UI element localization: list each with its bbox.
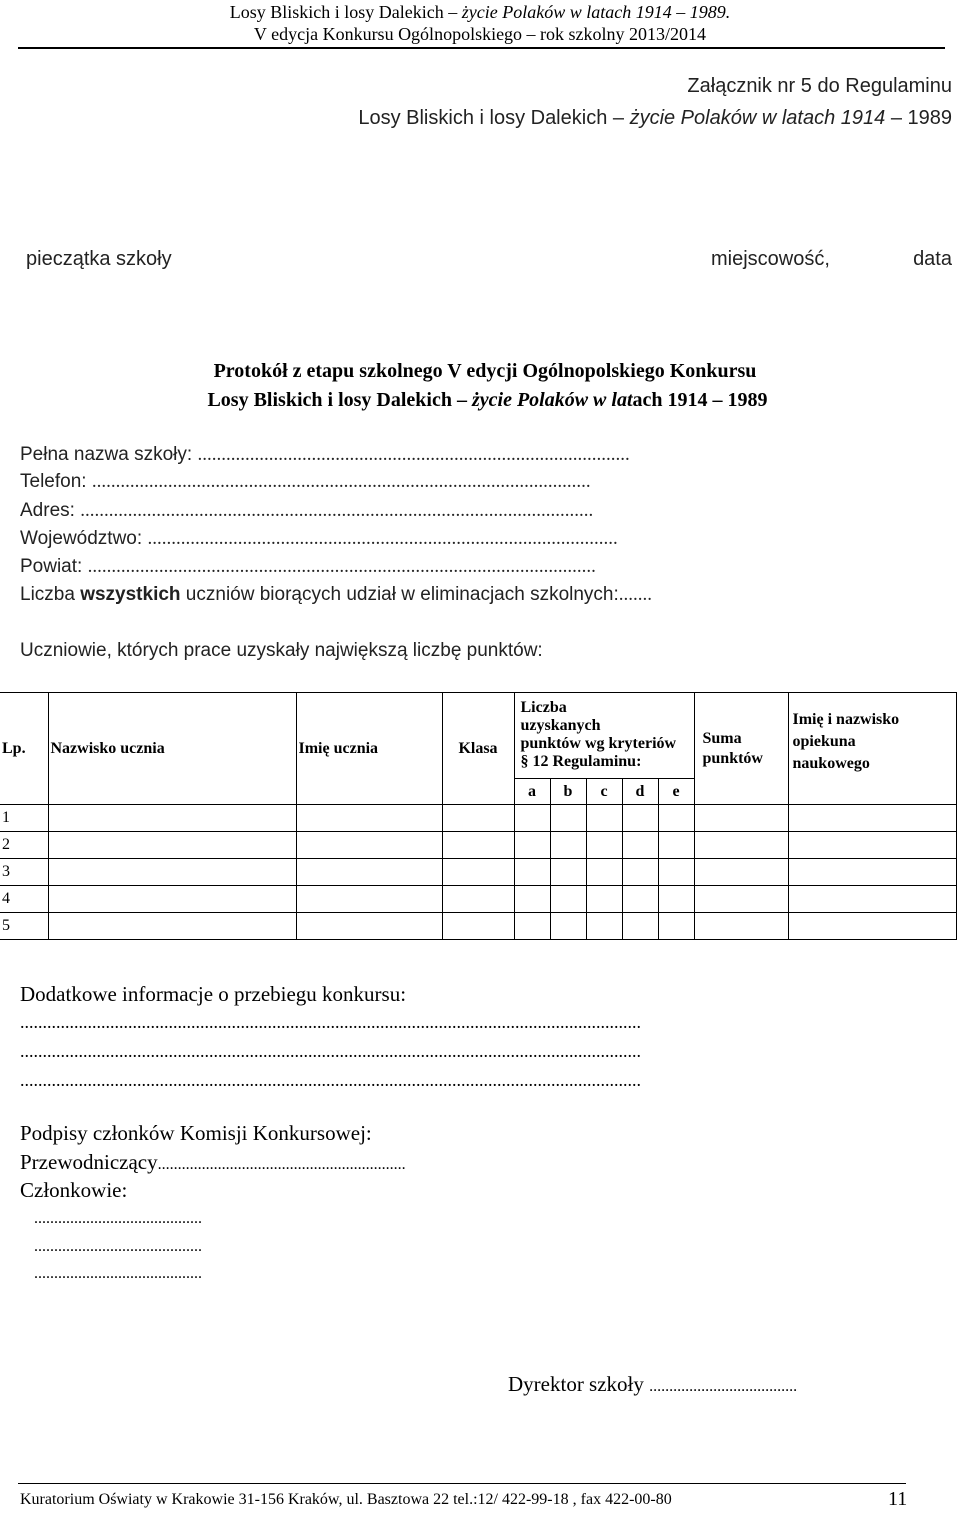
class-cell[interactable] xyxy=(442,832,514,859)
tutor-cell[interactable] xyxy=(788,913,956,940)
score-e-cell[interactable] xyxy=(658,886,694,913)
field-fill-line: ............................................................................................................ xyxy=(80,500,594,521)
score-d-cell[interactable] xyxy=(622,913,658,940)
field-label: Adres: xyxy=(20,500,75,521)
place-label: miejscowość, xyxy=(711,248,830,270)
table-row xyxy=(0,859,956,886)
field-label: Pełna nazwa szkoły: xyxy=(20,444,193,465)
field-phone xyxy=(20,471,591,493)
row-number: 4 xyxy=(0,886,48,913)
protocol-title-line2-c: ach 1914 – 1989 xyxy=(632,389,768,411)
tutor-cell[interactable] xyxy=(788,859,956,886)
signature-line[interactable]: ..................................... xyxy=(649,1378,798,1395)
col-surname-header: Nazwisko ucznia xyxy=(48,693,296,805)
tutor-cell[interactable] xyxy=(788,832,956,859)
name-cell[interactable] xyxy=(296,886,442,913)
col-lp-header: Lp. xyxy=(0,693,48,805)
table-row xyxy=(0,805,956,832)
surname-cell[interactable] xyxy=(48,832,296,859)
criterion-d: d xyxy=(622,779,658,805)
top-students-heading: Uczniowie, których prace uzyskały największą liczbę punktów: xyxy=(20,640,543,661)
score-e-cell[interactable] xyxy=(658,832,694,859)
surname-cell[interactable] xyxy=(48,859,296,886)
surname-cell[interactable] xyxy=(48,886,296,913)
score-c-cell[interactable] xyxy=(586,832,622,859)
points-header-line: uzyskanych xyxy=(520,717,601,734)
field-label: Powiat: xyxy=(20,556,83,577)
tutor-cell[interactable] xyxy=(788,805,956,832)
tutor-cell[interactable] xyxy=(788,886,956,913)
class-cell[interactable] xyxy=(442,859,514,886)
sum-cell[interactable] xyxy=(694,832,788,859)
score-a-cell[interactable] xyxy=(514,859,550,886)
score-c-cell[interactable] xyxy=(586,886,622,913)
additional-info-line[interactable]: .......................................................................................................................................... xyxy=(20,1041,641,1061)
col-name-header: Imię ucznia xyxy=(296,693,442,805)
protocol-title-line1: Protokół z etapu szkolnego V edycji Ogólnopolskiego Konkursu xyxy=(213,360,757,382)
field-participants-count xyxy=(20,584,652,606)
score-b-cell[interactable] xyxy=(550,832,586,859)
running-header-line1 xyxy=(0,2,960,23)
header-title-italic: życie Polaków w latach 1914 – 1989. xyxy=(461,2,731,22)
score-e-cell[interactable] xyxy=(658,913,694,940)
score-b-cell[interactable] xyxy=(550,859,586,886)
running-header-line2: V edycja Konkursu Ogólnopolskiego – rok szkolny 2013/2014 xyxy=(253,24,707,44)
col-sum-header xyxy=(694,693,788,805)
sum-cell[interactable] xyxy=(694,805,788,832)
points-header-line: Liczba xyxy=(520,699,567,716)
row-number: 5 xyxy=(0,913,48,940)
sum-cell[interactable] xyxy=(694,859,788,886)
score-b-cell[interactable] xyxy=(550,886,586,913)
additional-info-line[interactable]: .......................................................................................................................................... xyxy=(20,1012,641,1032)
field-label: Województwo: xyxy=(20,528,143,549)
field-address xyxy=(20,500,593,522)
score-b-cell[interactable] xyxy=(550,805,586,832)
field-county xyxy=(20,556,596,578)
attachment-subtitle xyxy=(358,107,952,130)
tutor-header-line: opiekuna xyxy=(792,733,856,750)
date-label: data xyxy=(913,248,952,270)
sum-cell[interactable] xyxy=(694,886,788,913)
score-b-cell[interactable] xyxy=(550,913,586,940)
attachment-title: Załącznik nr 5 do Regulaminu xyxy=(687,75,952,97)
criterion-e: e xyxy=(658,779,694,805)
signatures-heading: Podpisy członków Komisji Konkursowej: xyxy=(20,1121,372,1145)
name-cell[interactable] xyxy=(296,805,442,832)
field-fill-line: ....... xyxy=(618,584,653,605)
director-signature xyxy=(508,1372,797,1397)
director-label: Dyrektor szkoły xyxy=(508,1372,644,1396)
member-signature-line[interactable]: .......................................... xyxy=(34,1210,202,1227)
name-cell[interactable] xyxy=(296,859,442,886)
score-e-cell[interactable] xyxy=(658,805,694,832)
table-header-row xyxy=(0,693,956,779)
class-cell[interactable] xyxy=(442,886,514,913)
score-a-cell[interactable] xyxy=(514,913,550,940)
points-header-line: § 12 Regulaminu: xyxy=(520,753,642,770)
score-d-cell[interactable] xyxy=(622,832,658,859)
class-cell[interactable] xyxy=(442,913,514,940)
members-label: Członkowie: xyxy=(20,1178,128,1202)
row-number: 2 xyxy=(0,832,48,859)
class-cell[interactable] xyxy=(442,805,514,832)
score-a-cell[interactable] xyxy=(514,886,550,913)
col-tutor-header xyxy=(788,693,956,805)
score-d-cell[interactable] xyxy=(622,805,658,832)
tutor-header-line: naukowego xyxy=(792,755,870,772)
table-row xyxy=(0,913,956,940)
footer-address: Kuratorium Oświaty w Krakowie 31-156 Kraków, ul. Basztowa 22 tel.:12/ 422-99-18 , fax 422-00-80 xyxy=(20,1491,672,1508)
col-points-header xyxy=(514,693,694,779)
participants-label-c: uczniów biorących udział w eliminacjach szkolnych: xyxy=(180,584,619,605)
surname-cell[interactable] xyxy=(48,913,296,940)
field-fill-line: ......................................................................................................... xyxy=(91,471,591,492)
table-row xyxy=(0,886,956,913)
score-e-cell[interactable] xyxy=(658,859,694,886)
attachment-subtitle-italic: życie Polaków w latach 1914 xyxy=(629,107,886,129)
field-fill-line: ........................................................................................... xyxy=(197,444,630,465)
row-number: 3 xyxy=(0,859,48,886)
school-stamp-label: pieczątka szkoły xyxy=(26,248,172,270)
chair-label: Przewodniczący xyxy=(20,1150,158,1174)
sum-header-line: Suma xyxy=(702,730,742,747)
col-class-header: Klasa xyxy=(442,693,514,805)
additional-info-line[interactable]: .......................................................................................................................................... xyxy=(20,1070,641,1090)
member-signature-line[interactable]: .......................................... xyxy=(34,1265,202,1282)
protocol-title-line2-italic: życie Polaków w lat xyxy=(471,389,633,411)
score-c-cell[interactable] xyxy=(586,805,622,832)
points-header-line: punktów wg kryteriów xyxy=(520,735,677,752)
row-number: 1 xyxy=(0,805,48,832)
score-d-cell[interactable] xyxy=(622,886,658,913)
footer-rule xyxy=(18,1483,906,1484)
score-a-cell[interactable] xyxy=(514,805,550,832)
participants-label-a: Liczba xyxy=(20,584,81,605)
tutor-header-line: Imię i nazwisko xyxy=(792,711,900,728)
score-d-cell[interactable] xyxy=(622,859,658,886)
participants-label-bold: wszystkich xyxy=(80,584,181,605)
field-fill-line: ................................................................................................... xyxy=(147,528,618,549)
criterion-a: a xyxy=(514,779,550,805)
protocol-title-line2 xyxy=(0,389,960,412)
protocol-title-line2-a: Losy Bliskich i losy Dalekich – xyxy=(207,389,472,411)
header-title-part: Losy Bliskich i losy Dalekich – xyxy=(229,2,462,22)
signature-line[interactable]: .............................................................. xyxy=(157,1156,406,1173)
field-school-name xyxy=(20,444,630,466)
results-table xyxy=(0,692,957,940)
field-label: Telefon: xyxy=(20,471,87,492)
name-cell[interactable] xyxy=(296,913,442,940)
additional-info-label: Dodatkowe informacje o przebiegu konkursu: xyxy=(20,982,407,1006)
header-rule xyxy=(18,47,945,49)
field-fill-line: ........................................................................................................... xyxy=(87,556,596,577)
attachment-subtitle-c: – 1989 xyxy=(885,107,952,129)
score-c-cell[interactable] xyxy=(586,859,622,886)
criterion-c: c xyxy=(586,779,622,805)
criterion-b: b xyxy=(550,779,586,805)
score-a-cell[interactable] xyxy=(514,832,550,859)
name-cell[interactable] xyxy=(296,832,442,859)
page-number: 11 xyxy=(888,1488,908,1510)
attachment-subtitle-a: Losy Bliskich i losy Dalekich – xyxy=(358,107,630,129)
chair-signature xyxy=(20,1150,406,1175)
score-c-cell[interactable] xyxy=(586,913,622,940)
table-row xyxy=(0,832,956,859)
member-signature-line[interactable]: .......................................... xyxy=(34,1238,202,1255)
field-voivodeship xyxy=(20,528,618,550)
surname-cell[interactable] xyxy=(48,805,296,832)
sum-header-line: punktów xyxy=(702,750,763,767)
sum-cell[interactable] xyxy=(694,913,788,940)
